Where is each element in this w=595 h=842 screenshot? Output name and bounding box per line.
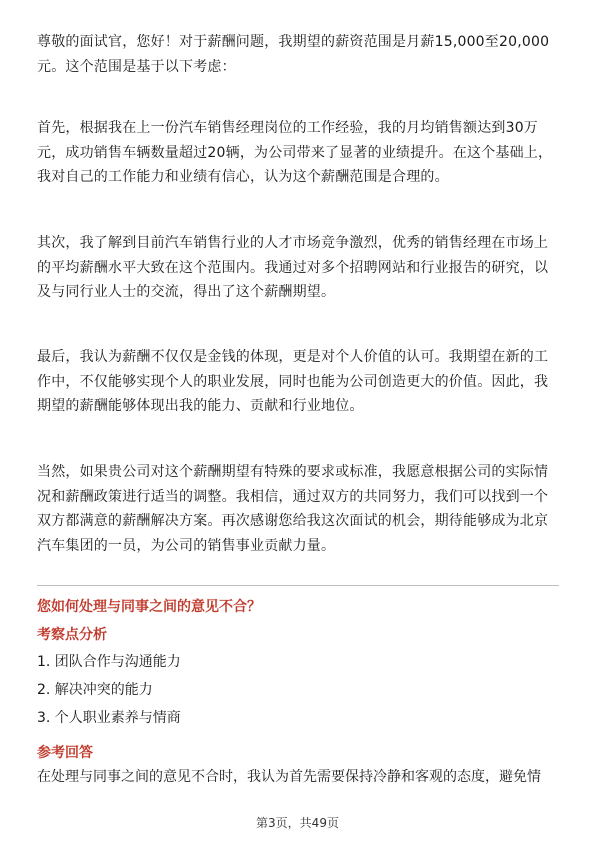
analysis-heading: 考察点分析 <box>37 627 107 643</box>
section-divider <box>37 585 559 586</box>
text-line: 双方都满意的薪酬解决方案。再次感谢您给我这次面试的机会，期待能够成为北京 <box>37 513 549 529</box>
reference-answer-text: 在处理与同事之间的意见不合时，我认为首先需要保持冷静和客观的态度，避免情 <box>37 769 541 785</box>
paragraph-first-reason <box>37 116 559 190</box>
text-line: 其次，我了解到目前汽车销售行业的人才市场竞争激烈，优秀的销售经理在市场上 <box>37 235 549 251</box>
list-item: 2. 解决冲突的能力 <box>37 682 153 698</box>
text-line: 元。这个范围是基于以下考虑： <box>37 58 236 75</box>
text-line: 汽车集团的一员，为公司的销售事业贡献力量。 <box>37 537 336 554</box>
text-line: 元，成功销售车辆数量超过20辆，为公司带来了显著的业绩提升。在这个基础上， <box>37 144 553 161</box>
list-item: 1. 团队合作与沟通能力 <box>37 654 181 670</box>
analysis-list <box>37 648 181 732</box>
text-line: 我对自己的工作能力和业绩有信心，认为这个薪酬范围是合理的。 <box>37 169 449 185</box>
text-line: 最后，我认为薪酬不仅仅是金钱的体现，更是对个人价值的认可。我期望在新的工 <box>37 349 549 365</box>
reference-answer-heading: 参考回答 <box>37 745 93 761</box>
text-line: 作中，不仅能够实现个人的职业发展，同时也能为公司创造更大的价值。因此，我 <box>37 373 549 390</box>
paragraph-salary-intro <box>37 30 559 79</box>
paragraph-third-reason <box>37 345 559 419</box>
text-line: 的平均薪酬水平大致在这个范围内。我通过对多个招聘网站和行业报告的研究，以 <box>37 259 549 276</box>
text-line: 首先，根据我在上一份汽车销售经理岗位的工作经验，我的月均销售额达到30万 <box>37 120 539 136</box>
question-heading: 您如何处理与同事之间的意见不合？ <box>37 599 261 615</box>
text-line: 尊敬的面试官，您好！对于薪酬问题，我期望的薪资范围是月薪15,000至20,000 <box>37 34 550 50</box>
text-line: 况和薪酬政策进行适当的调整。我相信，通过双方的共同努力，我们可以找到一个 <box>37 488 549 505</box>
list-item: 3. 个人职业素养与情商 <box>37 710 181 726</box>
page-number-footer: 第3页，共49页 <box>256 816 339 830</box>
paragraph-second-reason <box>37 231 559 305</box>
text-line: 及与同行业人士的交流，得出了这个薪酬期望。 <box>37 284 336 300</box>
text-line: 当然，如果贵公司对这个薪酬期望有特殊的要求或标准，我愿意根据公司的实际情 <box>37 464 549 480</box>
paragraph-conclusion <box>37 460 559 558</box>
text-line: 期望的薪酬能够体现出我的能力、贡献和行业地位。 <box>37 398 364 414</box>
